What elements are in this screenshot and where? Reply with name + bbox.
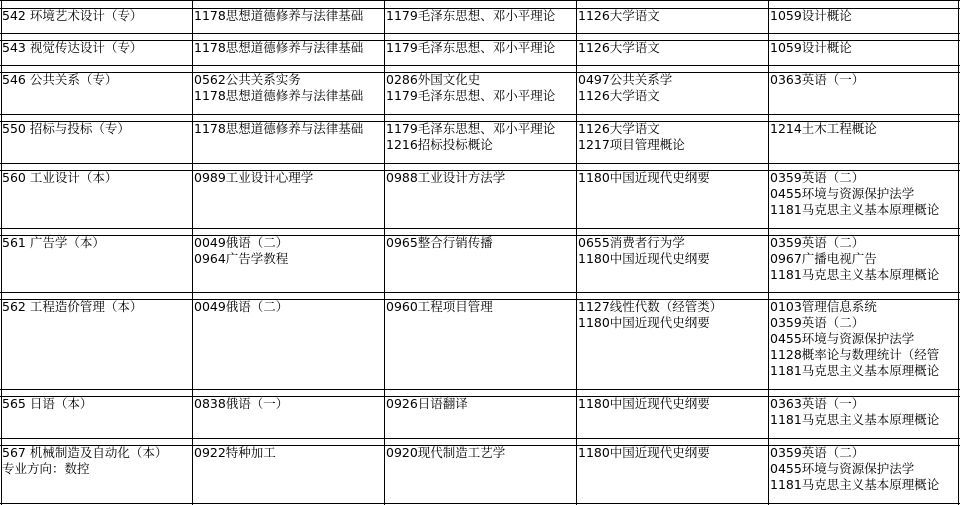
- major-label: 562 工程造价管理（本）: [2, 299, 143, 314]
- row-divider: [0, 228, 960, 229]
- major-cell: [2, 121, 192, 137]
- course-cell: [578, 72, 768, 104]
- course-label: 0920现代制造工艺学: [386, 445, 506, 460]
- course-label: 0455环境与资源保护法学: [770, 331, 915, 346]
- course-label: 1126大学语文: [578, 8, 660, 23]
- course-cell: [386, 396, 576, 412]
- course-cell: [770, 299, 958, 379]
- major-label: 565 日语（本）: [2, 396, 93, 411]
- major-label: 542 环境艺术设计（专）: [2, 8, 143, 23]
- major-label: 550 招标与投标（专）: [2, 121, 130, 136]
- course-label: 0922特种加工: [194, 445, 276, 460]
- course-cell: [194, 72, 384, 104]
- course-label: 1178思想道德修养与法律基础: [194, 40, 364, 55]
- course-cell: [770, 235, 958, 283]
- course-label: 1127线性代数（经管类）: [578, 299, 723, 314]
- course-label: 1178思想道德修养与法律基础: [194, 8, 364, 23]
- course-cell: [578, 445, 768, 461]
- course-label: 1179毛泽东思想、邓小平理论: [386, 88, 556, 103]
- course-cell: [386, 445, 576, 461]
- course-label: 1181马克思主义基本原理概论: [770, 267, 940, 282]
- course-label: 1180中国近现代史纲要: [578, 445, 710, 460]
- course-cell: [386, 235, 576, 251]
- course-cell: [770, 396, 958, 428]
- course-label: 1126大学语文: [578, 40, 660, 55]
- course-label: 1059设计概论: [770, 40, 852, 55]
- course-label: 1181马克思主义基本原理概论: [770, 363, 940, 378]
- course-label: 1181马克思主义基本原理概论: [770, 477, 940, 492]
- course-label: 1180中国近现代史纲要: [578, 396, 710, 411]
- course-label: 0964广告学教程: [194, 251, 289, 266]
- course-cell: [386, 40, 576, 56]
- course-label: 0363英语（一）: [770, 396, 865, 411]
- course-cell: [386, 8, 576, 24]
- major-label: 专业方向：数控: [2, 461, 90, 476]
- course-label: 0967广播电视广告: [770, 251, 877, 266]
- course-label: 0988工业设计方法学: [386, 170, 506, 185]
- course-label: 0363英语（一）: [770, 72, 865, 87]
- course-label: 1181马克思主义基本原理概论: [770, 412, 940, 427]
- course-label: 0562公共关系实务: [194, 72, 301, 87]
- row-divider: [0, 65, 960, 66]
- course-cell: [770, 8, 958, 24]
- course-cell: [578, 8, 768, 24]
- major-cell: [2, 235, 192, 251]
- course-cell: [578, 170, 768, 186]
- row-divider: [0, 114, 960, 115]
- course-label: 0359英语（二）: [770, 170, 865, 185]
- column-divider: [192, 0, 193, 505]
- course-cell: [194, 40, 384, 56]
- course-label: 0049俄语（二）: [194, 299, 289, 314]
- row-divider: [0, 389, 960, 390]
- course-label: 1128概率论与数理统计（经管: [770, 347, 940, 362]
- course-cell: [194, 445, 384, 461]
- course-label: 0359英语（二）: [770, 315, 865, 330]
- course-cell: [386, 121, 576, 153]
- column-divider: [576, 0, 577, 505]
- course-label: 0926日语翻译: [386, 396, 468, 411]
- major-cell: [2, 396, 192, 412]
- course-label: 1180中国近现代史纲要: [578, 170, 710, 185]
- major-cell: [2, 299, 192, 315]
- course-cell: [194, 8, 384, 24]
- course-cell: [386, 72, 576, 104]
- major-label: 560 工业设计（本）: [2, 170, 118, 185]
- course-label: 1178思想道德修养与法律基础: [194, 121, 364, 136]
- course-label: 1178思想道德修养与法律基础: [194, 88, 364, 103]
- course-label: 0960工程项目管理: [386, 299, 493, 314]
- row-divider: [0, 503, 960, 504]
- course-label: 0455环境与资源保护法学: [770, 186, 915, 201]
- course-label: 1179毛泽东思想、邓小平理论: [386, 8, 556, 23]
- row-divider: [0, 438, 960, 439]
- major-label: 567 机械制造及自动化（本）: [2, 445, 168, 460]
- course-cell: [578, 299, 768, 331]
- course-cell: [194, 121, 384, 137]
- course-label: 1126大学语文: [578, 121, 660, 136]
- course-label: 0455环境与资源保护法学: [770, 461, 915, 476]
- course-label: 0989工业设计心理学: [194, 170, 314, 185]
- course-label: 0359英语（二）: [770, 445, 865, 460]
- major-label: 543 视觉传达设计（专）: [2, 40, 143, 55]
- major-cell: [2, 170, 192, 186]
- course-label: 1181马克思主义基本原理概论: [770, 202, 940, 217]
- course-label: 0103管理信息系统: [770, 299, 877, 314]
- course-cell: [194, 170, 384, 186]
- course-cell: [386, 299, 576, 315]
- course-label: 1216招标投标概论: [386, 137, 493, 152]
- course-cell: [194, 396, 384, 412]
- course-cell: [194, 299, 384, 315]
- major-cell: [2, 8, 192, 24]
- course-label: 0359英语（二）: [770, 235, 865, 250]
- course-label: 1217项目管理概论: [578, 137, 685, 152]
- course-cell: [578, 121, 768, 153]
- course-cell: [770, 40, 958, 56]
- course-cell: [194, 235, 384, 267]
- course-cell: [386, 170, 576, 186]
- course-cell: [578, 396, 768, 412]
- course-label: 0965整合行销传播: [386, 235, 493, 250]
- course-label: 1214土木工程概论: [770, 121, 877, 136]
- course-cell: [770, 445, 958, 493]
- course-label: 1180中国近现代史纲要: [578, 251, 710, 266]
- row-divider: [0, 0, 960, 1]
- major-cell: [2, 40, 192, 56]
- course-label: 1059设计概论: [770, 8, 852, 23]
- course-label: 1179毛泽东思想、邓小平理论: [386, 121, 556, 136]
- course-cell: [578, 235, 768, 267]
- course-label: 0655消费者行为学: [578, 235, 685, 250]
- major-cell: [2, 72, 192, 88]
- course-label: 1126大学语文: [578, 88, 660, 103]
- course-label: 0838俄语（一）: [194, 396, 289, 411]
- course-label: 0497公共关系学: [578, 72, 673, 87]
- course-cell: [578, 40, 768, 56]
- column-divider: [958, 0, 959, 505]
- course-cell: [770, 121, 958, 137]
- course-label: 0286外国文化史: [386, 72, 481, 87]
- course-label: 1180中国近现代史纲要: [578, 315, 710, 330]
- course-cell: [770, 170, 958, 218]
- major-label: 546 公共关系（专）: [2, 72, 118, 87]
- course-label: 0049俄语（二）: [194, 235, 289, 250]
- major-cell: [2, 445, 192, 477]
- course-label: 1179毛泽东思想、邓小平理论: [386, 40, 556, 55]
- column-divider: [384, 0, 385, 505]
- column-divider: [768, 0, 769, 505]
- major-label: 561 广告学（本）: [2, 235, 105, 250]
- row-divider: [0, 33, 960, 34]
- course-cell: [770, 72, 958, 88]
- row-divider: [0, 163, 960, 164]
- row-divider: [0, 292, 960, 293]
